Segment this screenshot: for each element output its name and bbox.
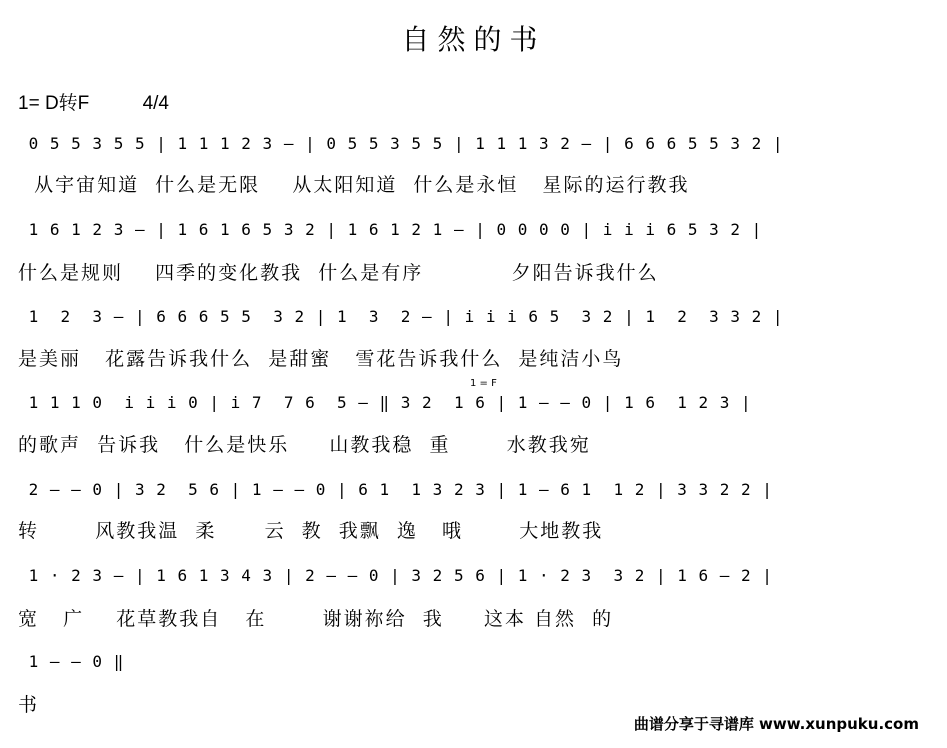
lyrics-row-3: 是美丽 花露告诉我什么 是甜蜜 雪花告诉我什么 是纯洁小鸟 [18,348,624,370]
notation-row-7: 1 – – 0 ‖ [18,652,125,671]
notation-row-6: 1 · 2 3 – | 1 6 1 3 4 3 | 2 – – 0 | 3 2 5 6 | 1 · 2 3 3 2 | 1 6 – 2 | [18,566,773,585]
notation-row-5: 2 – – 0 | 3 2 5 6 | 1 – – 0 | 6 1 1 3 2 3 | 1 – 6 1 1 2 | 3 3 2 2 | [18,480,773,499]
time-signature: 4/4 [142,93,169,114]
lyrics-row-4: 的歌声 告诉我 什么是快乐 山教我稳 重 水教我宛 [18,434,591,456]
key-signature-line [18,88,169,115]
lyrics-row-6: 宽 广 花草教我自 在 谢谢祢给 我 这本 自然 的 [18,608,614,630]
site-watermark: 曲谱分享于寻谱库 www.xunpuku.com [633,715,919,733]
notation-row-1: 0 5 5 3 5 5 | 1 1 1 2 3 – | 0 5 5 3 5 5 | 1 1 1 3 2 – | 6 6 6 5 5 3 2 | [18,134,784,153]
lyrics-row-7: 书 [18,694,40,716]
notation-row-2: 1 6 1 2 3 – | 1 6 1 6 5 3 2 | 1 6 1 2 1 – | 0 0 0 0 | i i i 6 5 3 2 | [18,220,763,239]
key-signature: 1= D转F [18,93,90,114]
lyrics-row-5: 转 风教我温 柔 云 教 我飘 逸 哦 大地教我 [18,520,604,542]
modulation-mark: 1 = F [470,378,497,389]
notation-row-3: 1 2 3 – | 6 6 6 5 5 3 2 | 1 3 2 – | i i i 6 5 3 2 | 1 2 3 3 2 | [18,307,784,326]
lyrics-row-2: 什么是规则 四季的变化教我 什么是有序 夕阳告诉我什么 [18,262,659,284]
song-title: 自然的书 [401,23,546,56]
lyrics-row-1: 从宇宙知道 什么是无限 从太阳知道 什么是永恒 星际的运行教我 [18,174,690,196]
notation-row-4: 1 1 1 0 i i i 0 | i 7 7 6 5 – ‖ 3 2 1 6 | 1 – – 0 | 1 6 1 2 3 | [18,393,752,412]
